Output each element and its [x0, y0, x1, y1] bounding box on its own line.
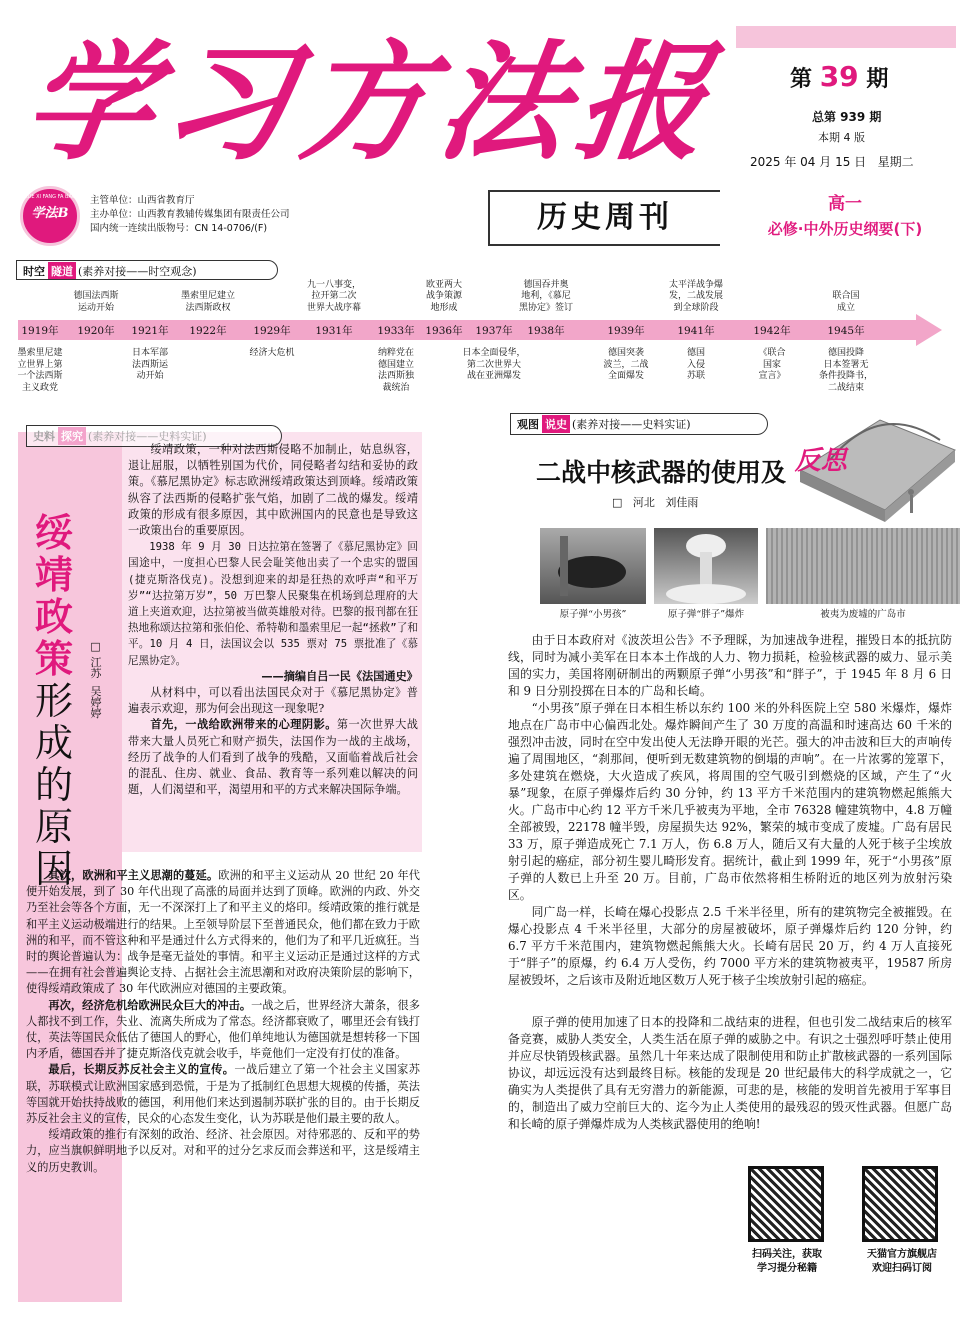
qr1-line2: 学习提分秘籍 — [757, 1263, 817, 1274]
left-p7: 绥靖政策的推行有深刻的政治、经济、社会原因。对待邪恶的、反和平的势力，应当旗帜鲜明地予以反对。对和平的过分乞求反而会葬送和平，这是绥靖主义的历史教训。 — [26, 1128, 420, 1174]
section-box — [488, 190, 720, 246]
right-article-end — [508, 1014, 952, 1133]
right-author: □ 河北 刘佳雨 — [612, 496, 699, 509]
timeline-year: 1920年 — [77, 325, 115, 337]
right-title-accent: 反思 — [794, 446, 847, 476]
qr-code-1[interactable] — [748, 1166, 824, 1242]
timeline-event-above: 墨索里尼建立 法西斯政权 — [180, 291, 235, 313]
left-quote-source: ——摘编自吕一民《法国通史》 — [261, 669, 418, 683]
right-p3: 同广岛一样，长崎在爆心投影点 2.5 千米半径里，所有的建筑物完全被摧毁。在爆心投影点 4 千米半径里，大部分的房屋被破坏，原子弹爆炸后约 120 分钟，约 6.7 平方千米范围内，建筑物燃起熊熊大火。长崎有居民 20 万，约 4 万人直接死于“胖子”的原爆，约 6.4 万人受伤，约 7000 平方米的建筑物被夷平，19587 所房屋被毁坏，之后该市及附近地区数万人死于核子尘埃放射引起的癌症。 — [508, 905, 952, 987]
section-name: 历史周刊 — [537, 200, 673, 235]
left-p2: 从材料中，可以看出法国民众对于《慕尼黑协定》普遍表示欢迎，那为何会出现这一现象呢? — [128, 686, 418, 716]
timeline-event-below: 纳粹党在 德国建立 法西斯独 裁统治 — [377, 348, 414, 393]
right-article — [508, 632, 952, 989]
timeline-tag-desc: (素养对接——时空观念) — [78, 265, 197, 278]
timeline-tag-a: 时空 — [23, 265, 45, 278]
timeline-event-below: 《联合 国家 宣言》 — [758, 348, 786, 381]
caption-1: 原子弹“小男孩” — [559, 609, 627, 620]
qr2-line2: 欢迎扫码订阅 — [872, 1263, 932, 1274]
total-issue: 总第 939 期 — [812, 110, 882, 124]
right-tag-desc: (素养对接——史料实证) — [572, 418, 691, 431]
date-text: 2025 年 04 月 15 日 — [750, 155, 867, 169]
left-title-a: 绥靖政策 — [34, 511, 73, 681]
left-p3 — [128, 717, 418, 798]
left-p5 — [26, 998, 420, 1063]
left-title-b: 形成的原因 — [34, 679, 73, 891]
qr-caption-1 — [738, 1248, 836, 1276]
left-p3-lead: 首先，一战给欧洲带来的心理阴影。 — [150, 718, 337, 732]
left-p1: 绥靖政策，一种对法西斯侵略不加制止，姑息纵容，退让屈服，以牺牲别国为代价，同侵略者勾结和妥协的政策。《慕尼黑协定》标志欧洲绥靖政策达到顶峰。绥靖政策纵容了法西斯的侵略扩张气焰，加剧了二战的爆发。绥靖政策的形成有很多原因，其中欧洲国内的民意也是导致这一政策出台的重要原因。 — [128, 443, 418, 538]
timeline-tag-frame — [16, 260, 278, 280]
left-p3-text: 第一次世界大战带来大量人员死亡和财产损失，法国作为一战的主战场，经历了战争的人们看到了战争的残酷，又面临着战后社会的混乱、住房、就业、食品、教育等一系列难以解决的问题，人们渴望和平，渴望用和平的方式来解决国际争端。 — [128, 718, 418, 797]
timeline-year: 1921年 — [131, 325, 169, 337]
timeline-year: 1941年 — [677, 325, 715, 337]
left-p5-lead: 再次，经济危机给欧洲民众巨大的冲击。 — [48, 998, 252, 1012]
timeline-year: 1929年 — [253, 325, 291, 337]
left-p5-text: 一战之后，世界经济大萧条，很多人都找不到工作，失业、流离失所成为了常态。经济都衰败了，哪里还会有钱打仗，英法等国民众低估了德国人的野心，他们单纯地认为德国就是想转移一下国内矛盾，德国吞并了捷克斯洛伐克就会收手，毕竟他们一定没有打仗的准备。 — [26, 998, 420, 1061]
left-p6-text: 一战后建立了第一个社会主义国家苏联，苏联模式让欧洲国家感到恐慌，于是为了抵制红色思想大规模的传播，英法等国就开始扶持战败的德国，利用他们来达到遏制苏联扩张的目的。由于长期反苏反社会主义的宣传，民众的心态发生变化，认为苏联是他们最主要的敌人。 — [26, 1063, 420, 1126]
course-label: 必修·中外历史纲要(下) — [767, 220, 923, 238]
caption-2: 原子弹“胖子”爆炸 — [667, 609, 745, 620]
left-article-bottom — [26, 868, 420, 1176]
timeline-event-below: 德国投降 日本签署无 条件投降书， 二战结束 — [818, 348, 873, 393]
timeline-year: 1933年 — [377, 325, 415, 337]
logo-ring-text: XUE XI FANG FA BAO — [24, 194, 76, 200]
left-p6 — [26, 1062, 420, 1127]
right-author-name: 刘佳雨 — [665, 496, 699, 509]
timeline-event-below: 日本全面侵华， 第二次世界大 战在亚洲爆发 — [462, 348, 526, 381]
timeline-year: 1919年 — [21, 325, 59, 337]
timeline-year: 1922年 — [189, 325, 227, 337]
left-article-top — [128, 440, 418, 798]
right-title-main: 二战中核武器的使用及 — [536, 458, 787, 487]
qr2-line1: 天猫官方旗舰店 — [867, 1249, 937, 1260]
timeline-event-above: 德国吞并奥 地利，《慕尼 黑协定》签订 — [518, 279, 573, 313]
right-p2: “小男孩”原子弹在日本相生桥以东约 100 米的外科医院上空 580 米爆炸，爆炸地点在广岛市中心偏西北处。爆炸瞬间产生了 30 万度的高温和时速高达 60 千米的强烈冲击波，同时在空中发出使人无法睁开眼的光芒。强大的冲击波和巨大的声响传遍了周围地区，“刹那间，便听到无数建筑物的倒塌的声响”。在一片浓雾的笼罩下，多处建筑在燃烧，大火造成了疾风，将周围的空气吸引到燃烧的区域，产生了“火暴”现象，在原子弹爆炸后约 30 分钟，约 13 平方千米范围内的建筑物燃起熊熊大火。广岛市中心约 12 平方千米几乎被夷为平地，全市 76328 幢建筑物中，4.8 万幢全部被毁，22178 幢半毁，房屋损失达 92%，繁荣的城市变成了废墟。广岛有居民 33 万，原子弹造成死亡 7.1 万人，伤 6.8 万人，随后又有大量的人死于核子尘埃放射引起的癌症，部分初生婴儿畸形发育。据统计，截止到 1999 年，死于“小男孩”原子弹的人数已上升至 20 万。目前，广岛市依然将相生桥附近的地区列为放射污染区。 — [508, 701, 952, 902]
timeline-event-below: 墨索里尼建 立世界上第 一个法西斯 主义政党 — [17, 348, 63, 393]
timeline-event-below: 经济大危机 — [249, 348, 295, 358]
grade-label: 高一 — [828, 194, 862, 214]
top-pink-bar — [736, 26, 956, 48]
newspaper-title: 学习方法报 — [15, 28, 727, 178]
timeline-event-below: 德国突袭 波兰，二战 全面爆发 — [603, 348, 649, 381]
right-title — [536, 446, 847, 489]
timeline-event-above: 太平洋战争爆 发，二战发展 到全球阶段 — [668, 279, 723, 313]
right-author-region: 河北 — [632, 496, 655, 509]
caption-3: 被夷为废墟的广岛市 — [820, 609, 906, 620]
timeline-year: 1936年 — [425, 325, 463, 337]
left-title — [28, 512, 80, 890]
issue-date — [750, 153, 914, 170]
logo-text: 学法B — [31, 206, 69, 221]
photo-little-boy — [540, 528, 646, 604]
photo-hiroshima — [766, 528, 960, 604]
timeline-year: 1938年 — [527, 325, 565, 337]
page-count: 本期 4 版 — [818, 131, 865, 144]
timeline-event-below: 德国 入侵 苏联 — [686, 348, 705, 381]
left-p4-text: 欧洲的和平主义运动从 20 世纪 20 年代便开始发展，到了 30 年代出现了高涨的局面并达到了顶峰。欧洲的内政、外交乃至社会等各个方面，无一不深深打上了和平主义的烙印。绥靖政策的推行就是和平主义运动极端进行的结果。上至领导阶层下至普通民众，他们都在致力于欧洲的和平，而不管这种和平是通过什么方式得来的，他们为了和平几近疯狂。当时的舆论普遍认为：战争是毫无益处的事情。和平主义运动正是通过这样的方式——在拥有社会普遍舆论支持、占据社会主流思潮和对政府决策阶层的影响下，使得绥靖政策成了 30 年代欧洲应对德国的主要政策。 — [26, 869, 420, 996]
weekday-text: 星期二 — [877, 155, 914, 169]
issue-number — [790, 60, 930, 93]
sponsor-line: 主管单位：山西省教育厅 — [90, 195, 195, 206]
timeline-event-above: 联合国 成立 — [832, 291, 860, 313]
qr-caption-2 — [850, 1248, 954, 1276]
timeline-event-above: 德国法西斯 运动开始 — [73, 291, 119, 313]
timeline-event-above: 九一八事变， 拉开第二次 世界大战序幕 — [306, 279, 361, 313]
right-tag-a: 观图 — [517, 418, 539, 431]
issue-suffix: 期 — [866, 67, 889, 92]
right-tag-frame — [510, 413, 768, 435]
timeline-year: 1939年 — [607, 325, 645, 337]
timeline-year: 1931年 — [315, 325, 353, 337]
timeline-year: 1942年 — [753, 325, 791, 337]
left-p6-lead: 最后，长期反苏反社会主义的宣传。 — [48, 1063, 235, 1077]
qr-code-2[interactable] — [862, 1166, 938, 1242]
timeline-year: 1937年 — [475, 325, 513, 337]
host-line: 主办单位：山西教育教辅传媒集团有限责任公司 — [90, 209, 290, 220]
left-author-region: 江苏 — [89, 656, 102, 679]
photo-fat-man — [654, 528, 758, 604]
left-author-name: 吴婷婷 — [89, 685, 102, 719]
qr1-line1: 扫码关注，获取 — [752, 1249, 822, 1260]
publisher-logo — [20, 186, 80, 246]
right-p4: 原子弹的使用加速了日本的投降和二战结束的进程，但也引发二战结束后的核军备竞赛，威胁人类安全，人类生活在原子弹的威胁之中。有识之士强烈呼吁禁止使用并应尽快销毁核武器。虽然几十年来达成了限制使用和防止扩散核武器的一系列国际协议，却远远没有达到最终目标。核能的发现是 20 世纪最伟大的科学成就之一，它确实为人类提供了具有无穷潜力的新能源，可悲的是，核能的发明首先被用于军事目的，制造出了威力空前巨大的、迄今为止人类使用的最残忍的毁灭性武器。但愿广岛和长崎的原子弹爆炸成为人类核武器使用的绝响! — [508, 1015, 952, 1131]
timeline-year: 1945年 — [827, 325, 865, 337]
left-p4 — [26, 868, 420, 998]
right-p1: 由于日本政府对《波茨坦公告》不予理睬，为加速战争进程，摧毁日本的抵抗防线，同时为减小美军在日本本土作战的人力、物力损耗，检验核武器的威力、显示美国的实力，美国将刚研制出的两颗原子弹“小男孩”和“胖子”，于 1945 年 8 月 6 日和 9 日分别投掷在日本的广岛和长崎。 — [508, 633, 952, 698]
left-p4-lead: 其次，欧洲和平主义思潮的蔓延。 — [48, 869, 219, 882]
timeline-event-below: 日本军部 法西斯运 动开始 — [131, 348, 168, 381]
issue-num: 39 — [819, 60, 859, 93]
publisher-info — [90, 194, 290, 236]
timeline-tag-b: 隧道 — [48, 262, 76, 280]
cn-line: 国内统一连续出版物号：CN 14-0706/(F) — [90, 223, 268, 234]
left-author: □ 江苏 吴婷婷 — [89, 640, 102, 719]
timeline-arrow-icon — [916, 314, 942, 346]
right-tag-b: 说史 — [542, 415, 570, 433]
timeline-event-above: 欧亚两大 战争策源 地形成 — [425, 279, 462, 313]
issue-prefix: 第 — [790, 67, 813, 92]
left-quote: 1938 年 9 月 30 日达拉第在签署了《慕尼黑协定》回国途中，一度担心巴黎人民会耻笑他出卖了一个忠实的盟国(捷克斯洛伐克)。没想到迎来的却是狂热的欢呼声“和平万岁”“达拉第万岁”，50 万巴黎人民聚集在机场到总理府的大道上夹道欢迎，达拉第被当做英雄般对待。巴黎的报刊都在狂热地称颂达拉第和张伯伦、希特勒和墨索里尼一起“拯救”了和平。10 月 4 日，法国议会以 535 票对 75 票批准了《慕尼黑协定》。 — [128, 541, 418, 667]
